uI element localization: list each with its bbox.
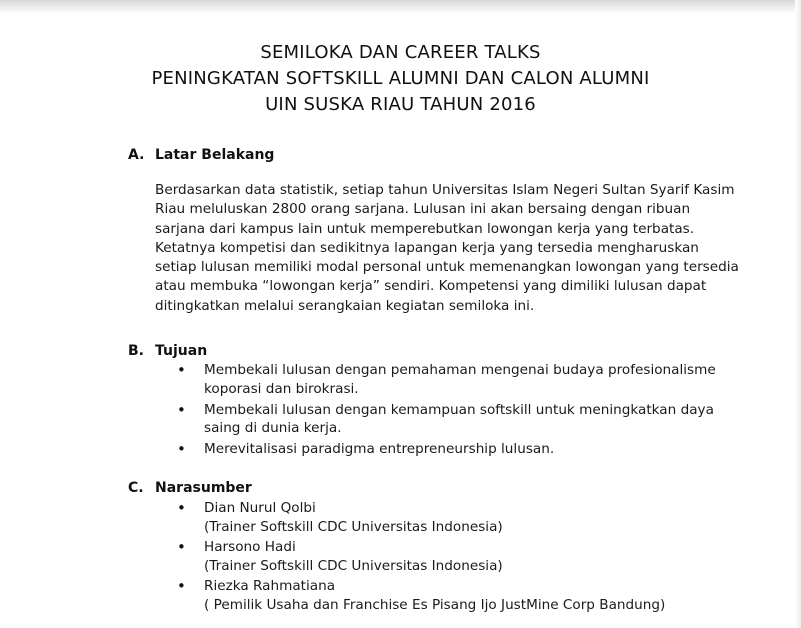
bullet-icon: • (177, 538, 186, 556)
section-b-heading: Tujuan (155, 343, 208, 359)
scan-top-shadow (0, 0, 801, 14)
paragraph-line: sarjana dari kampus lain untuk memperebutkan lowongan kerja yang terbatas. (155, 220, 695, 237)
paragraph-line: atau membuka “lowongan kerja” sendiri. Kompetensi yang dimiliki lulusan dapat (155, 278, 707, 295)
section-a-letter: A. (128, 147, 145, 163)
bullet-icon: • (177, 401, 186, 419)
objective-item-2-line-1: Membekali lulusan dengan kemampuan softskill untuk meningkatkan daya (204, 402, 714, 418)
paragraph-line: Riau meluluskan 2800 orang sarjana. Lulusan ini akan bersaing dengan ribuan (155, 201, 691, 218)
objective-item-1-line-2: koporasi dan birokrasi. (204, 381, 359, 397)
objective-item-1-line-1: Membekali lulusan dengan pemahaman mengenai budaya profesionalisme (204, 362, 716, 378)
speaker-2-affiliation: (Trainer Softskill CDC Universitas Indonesia) (204, 558, 503, 574)
paragraph-line: Berdasarkan data statistik, setiap tahun Universitas Islam Negeri Sultan Syarif Kasim (155, 182, 735, 198)
section-a-heading: Latar Belakang (155, 147, 275, 163)
section-a-paragraph (155, 181, 755, 316)
speaker-2-name: Harsono Hadi (204, 539, 296, 555)
speaker-3-name: Riezka Rahmatiana (204, 578, 336, 594)
section-b-letter: B. (128, 343, 144, 359)
title-line-1: SEMILOKA DAN CAREER TALKS (260, 42, 541, 63)
title-line-2: PENINGKATAN SOFTSKILL ALUMNI DAN CALON ALUMNI (151, 68, 650, 89)
section-c-heading: Narasumber (155, 480, 252, 496)
bullet-icon: • (177, 499, 186, 517)
bullet-icon: • (177, 577, 186, 595)
title-line-3: UIN SUSKA RIAU TAHUN 2016 (265, 94, 536, 115)
objective-item-2-line-2: saing di dunia kerja. (204, 420, 342, 436)
paragraph-line: setiap lulusan memiliki modal personal untuk memenangkan lowongan yang tersedia (155, 259, 739, 276)
objective-item-3-line-1: Merevitalisasi paradigma entrepreneurship lulusan. (204, 441, 555, 457)
section-c-letter: C. (128, 480, 144, 496)
speaker-1-name: Dian Nurul Qolbi (204, 500, 316, 516)
bullet-icon: • (177, 440, 186, 458)
speaker-1-affiliation: (Trainer Softskill CDC Universitas Indonesia) (204, 519, 503, 535)
paragraph-line: Ketatnya kompetisi dan sedikitnya lapangan kerja yang tersedia mengharuskan (155, 239, 699, 256)
speaker-3-affiliation: ( Pemilik Usaha dan Franchise Es Pisang Ijo JustMine Corp Bandung) (204, 597, 666, 613)
paragraph-line: ditingkatkan melalui serangkaian kegiatan semiloka ini. (155, 297, 535, 314)
bullet-icon: • (177, 361, 186, 379)
